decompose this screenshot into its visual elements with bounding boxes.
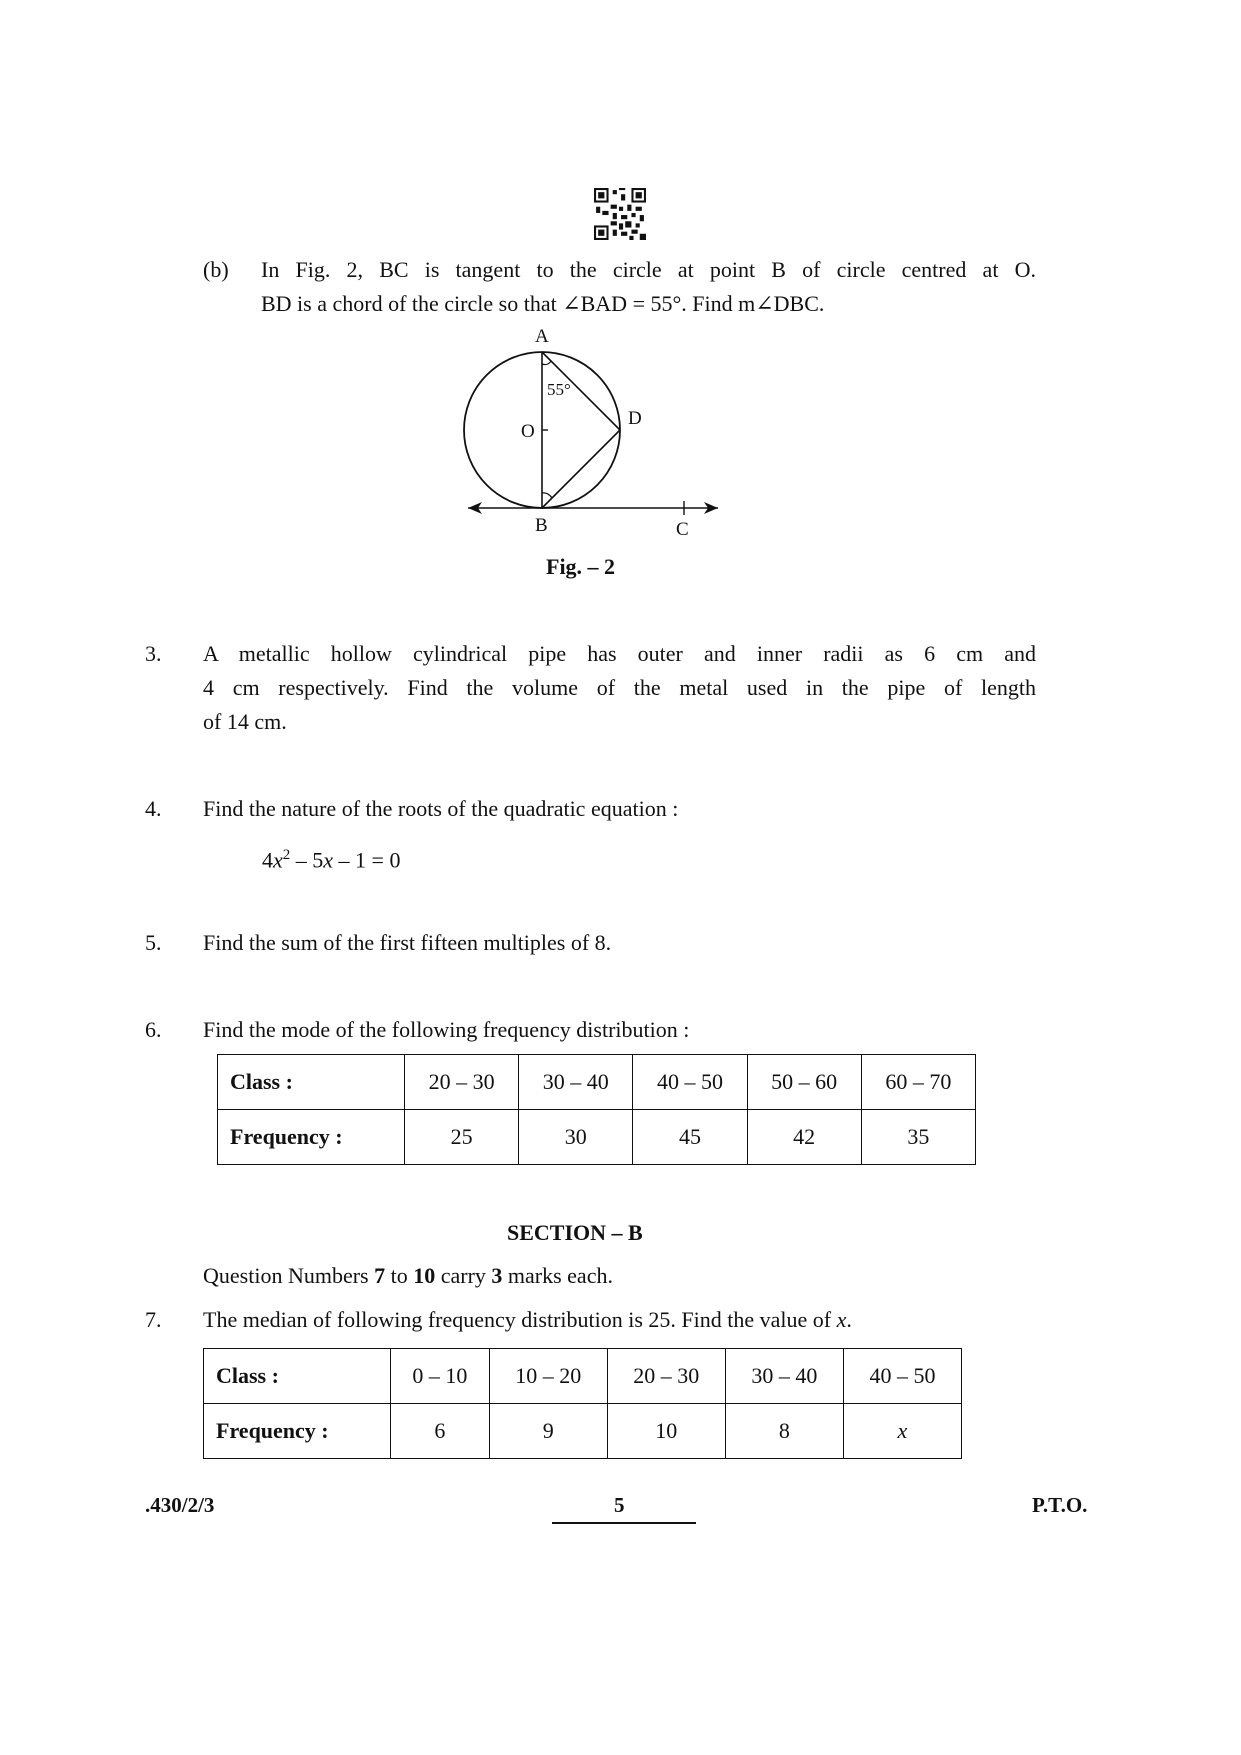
question-4-text: Find the nature of the roots of the quadratic equation : — [203, 796, 679, 821]
label-B: B — [535, 515, 548, 536]
table-cell: 8 — [725, 1404, 843, 1459]
chord-BD — [542, 430, 620, 508]
table-cell: 10 — [607, 1404, 725, 1459]
table-cell: 42 — [747, 1110, 861, 1165]
table-row — [218, 1055, 976, 1110]
question-7-text: The median of following frequency distribution is 25. Find the value of x. — [203, 1307, 852, 1332]
table-cell: 30 – 40 — [519, 1055, 633, 1110]
table-cell: 60 – 70 — [861, 1055, 975, 1110]
table-cell: 20 – 30 — [405, 1055, 519, 1110]
table-cell: 40 – 50 — [843, 1349, 961, 1404]
question-3-number: 3. — [145, 641, 162, 666]
label-angle: 55° — [547, 380, 571, 399]
table-cell: 9 — [489, 1404, 607, 1459]
class-header: Class : — [218, 1055, 405, 1110]
table-cell: 6 — [391, 1404, 490, 1459]
question-6-number: 6. — [145, 1017, 162, 1042]
figure-caption: Fig. – 2 — [546, 554, 616, 579]
question-3-line-3: of 14 cm. — [203, 709, 287, 734]
table-cell: 10 – 20 — [489, 1349, 607, 1404]
table-row — [218, 1110, 976, 1165]
question-6-text: Find the mode of the following frequency distribution : — [203, 1017, 690, 1042]
question-b-label: (b) — [203, 257, 229, 282]
section-b-title: SECTION – B — [507, 1220, 643, 1245]
table-row — [204, 1349, 962, 1404]
table-cell: 35 — [861, 1110, 975, 1165]
table-cell: 40 – 50 — [633, 1055, 747, 1110]
page-number: 5 — [614, 1493, 625, 1517]
label-D: D — [628, 408, 642, 429]
question-3-line-1: A metallic hollow cylindrical pipe has outer and inner radii as 6 cm and — [203, 641, 1036, 666]
angle-A-arc — [542, 361, 551, 365]
question-b-line-1: In Fig. 2, BC is tangent to the circle at point B of circle centred at O. — [261, 257, 1036, 282]
mode-frequency-table — [217, 1054, 976, 1165]
table-cell: 45 — [633, 1110, 747, 1165]
table-row — [204, 1404, 962, 1459]
label-A: A — [535, 328, 549, 347]
frequency-header: Frequency : — [218, 1110, 405, 1165]
circle-tangent-figure — [462, 328, 732, 543]
table-cell: 25 — [405, 1110, 519, 1165]
page-number-underline — [552, 1522, 696, 1524]
table-cell: 50 – 60 — [747, 1055, 861, 1110]
paper-code: .430/2/3 — [145, 1493, 215, 1517]
class-header: Class : — [204, 1349, 391, 1404]
table-cell: 0 – 10 — [391, 1349, 490, 1404]
question-3-line-2: 4 cm respectively. Find the volume of the metal used in the pipe of length — [203, 675, 1036, 700]
question-5-text: Find the sum of the first fifteen multiples of 8. — [203, 930, 612, 955]
section-b-instructions: Question Numbers 7 to 10 carry 3 marks each. — [203, 1263, 613, 1288]
frequency-header: Frequency : — [204, 1404, 391, 1459]
label-C: C — [676, 519, 689, 540]
angle-B-arc — [542, 493, 552, 498]
qr-code-icon — [594, 188, 646, 240]
question-5-number: 5. — [145, 930, 162, 955]
label-O: O — [521, 421, 535, 442]
question-b-line-2: BD is a chord of the circle so that ∠BAD = 55°. Find m∠DBC. — [261, 291, 825, 316]
median-frequency-table — [203, 1348, 962, 1459]
pto-label: P.T.O. — [1032, 1493, 1088, 1517]
table-cell: 30 — [519, 1110, 633, 1165]
question-4-number: 4. — [145, 796, 162, 821]
table-cell: 30 – 40 — [725, 1349, 843, 1404]
quadratic-equation: $4x^2 - 5x - 1 = 0$ — [262, 847, 401, 873]
table-cell: x — [843, 1404, 961, 1459]
table-cell: 20 – 30 — [607, 1349, 725, 1404]
question-7-number: 7. — [145, 1307, 162, 1332]
